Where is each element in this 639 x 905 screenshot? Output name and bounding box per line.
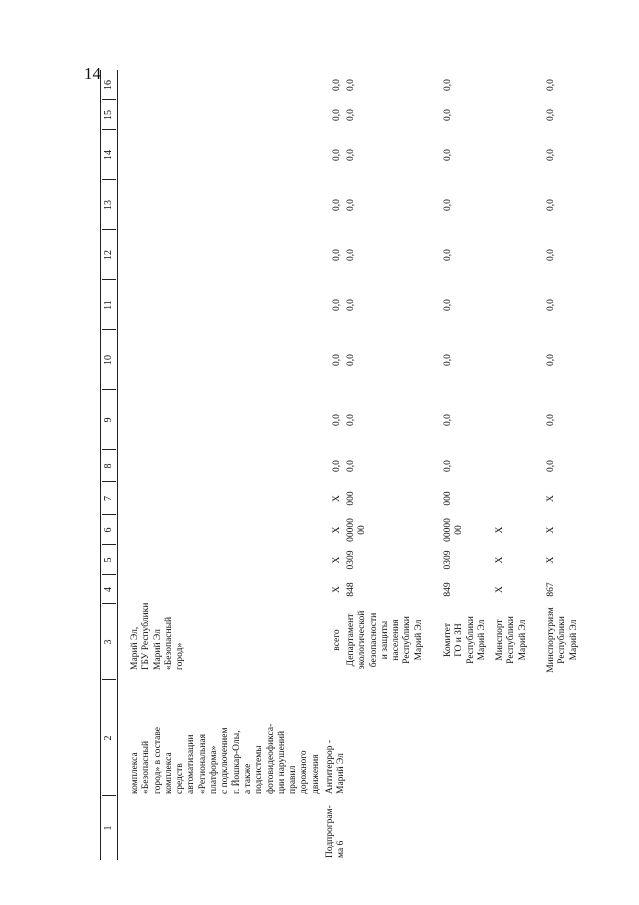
column-divider: [102, 179, 116, 180]
cell-value-col-11: 0,0: [332, 299, 342, 311]
cell-value-col-9: 0,0: [332, 414, 342, 426]
cell-rzpr: X: [546, 556, 556, 564]
column-header-11: 11: [103, 300, 114, 310]
column-header-5: 5: [103, 557, 114, 563]
cell-value-col-14: 0,0: [443, 149, 453, 161]
cell-vr: 000: [346, 491, 356, 506]
cell-value-col-16: 0,0: [346, 79, 356, 91]
cell-value-col-14: 0,0: [332, 149, 342, 161]
column-divider: [102, 389, 116, 390]
column-divider: [102, 544, 116, 545]
column-header-6: 6: [103, 527, 114, 533]
subprogram-label: Подпрограм- ма 6: [325, 805, 347, 858]
cell-rzpr: X: [332, 556, 342, 564]
page-number: 14: [84, 64, 101, 83]
cell-value-col-8: 0,0: [443, 460, 453, 472]
cell-rzpr: 0309: [346, 550, 356, 570]
column-header-2: 2: [103, 735, 114, 741]
measure-description: комплекса «Безопасный город» в составе комплекса средств автоматизации «Региональная платформа» с подключением г. Йошкар-Олы, а также подсистемы фотовидеофикса- ции нарушений правил дорожного движения: [130, 723, 321, 794]
cell-vr: X: [546, 495, 556, 502]
column-header-15: 15: [103, 110, 114, 120]
column-header-8: 8: [103, 463, 114, 469]
row-organization: Комитет ГО и ЗН Республики Марий Эл: [443, 616, 487, 664]
column-header-10: 10: [103, 355, 114, 365]
cell-value-col-8: 0,0: [546, 460, 556, 472]
column-divider: [102, 603, 116, 604]
cell-csr: 00000 00: [443, 518, 464, 542]
cell-csr: X: [332, 526, 342, 534]
cell-value-col-12: 0,0: [546, 249, 556, 261]
column-divider: [102, 99, 116, 100]
column-header-3: 3: [103, 639, 114, 645]
cell-value-col-8: 0,0: [332, 460, 342, 472]
row-organization: Департамент экологической безопасности и защиты населения Республики Марий Эл: [346, 610, 424, 670]
cell-csr: X: [546, 526, 556, 534]
cell-value-col-14: 0,0: [546, 149, 556, 161]
row-organization: всего: [332, 629, 342, 651]
cell-value-col-9: 0,0: [546, 414, 556, 426]
cell-value-col-13: 0,0: [443, 199, 453, 211]
cell-value-col-12: 0,0: [346, 249, 356, 261]
rotated-table: [100, 70, 620, 860]
cell-value-col-10: 0,0: [443, 354, 453, 366]
cell-value-col-15: 0,0: [546, 109, 556, 121]
cell-grbs: X: [332, 586, 342, 593]
cell-value-col-16: 0,0: [443, 79, 453, 91]
cell-value-col-10: 0,0: [346, 354, 356, 366]
cell-rzpr: X: [495, 556, 505, 564]
cell-value-col-12: 0,0: [443, 249, 453, 261]
column-divider: [102, 229, 116, 230]
column-header-4: 4: [103, 587, 114, 592]
cell-value-col-15: 0,0: [346, 109, 356, 121]
cell-value-col-15: 0,0: [443, 109, 453, 121]
row-organization: Минспортуризм Республики Марий Эл: [546, 607, 579, 673]
column-divider: [102, 329, 116, 330]
cell-value-col-8: 0,0: [346, 460, 356, 472]
cell-vr: X: [332, 495, 342, 502]
column-header-14: 14: [103, 150, 114, 160]
cell-value-col-11: 0,0: [546, 299, 556, 311]
cell-value-col-13: 0,0: [546, 199, 556, 211]
cell-value-col-15: 0,0: [332, 109, 342, 121]
cell-grbs: 848: [346, 582, 356, 597]
measure-executor: Марий Эл, ГБУ Республики Марий Эл «Безопасный город»: [130, 602, 186, 670]
cell-value-col-10: 0,0: [332, 354, 342, 366]
cell-vr: 000: [443, 491, 453, 506]
cell-value-col-13: 0,0: [346, 199, 356, 211]
cell-csr: X: [495, 526, 505, 534]
cell-value-col-12: 0,0: [332, 249, 342, 261]
column-divider: [102, 514, 116, 515]
column-divider: [102, 481, 116, 482]
cell-grbs: 867: [546, 582, 556, 597]
cell-value-col-16: 0,0: [332, 79, 342, 91]
cell-value-col-9: 0,0: [443, 414, 453, 426]
cell-value-col-9: 0,0: [346, 414, 356, 426]
column-divider: [102, 279, 116, 280]
cell-rzpr: 0309: [443, 550, 453, 570]
cell-csr: 00000 00: [346, 518, 367, 542]
column-header-16: 16: [103, 80, 114, 90]
cell-value-col-16: 0,0: [546, 79, 556, 91]
column-divider: [102, 679, 116, 680]
column-divider: [102, 574, 116, 575]
cell-grbs: X: [495, 586, 505, 593]
column-divider: [102, 129, 116, 130]
cell-grbs: 849: [443, 582, 453, 597]
column-header-7: 7: [103, 496, 114, 501]
row-organization: Минспорт Республики Марий Эл: [495, 616, 528, 664]
column-header-1: 1: [103, 825, 114, 831]
cell-value-col-11: 0,0: [443, 299, 453, 311]
cell-value-col-11: 0,0: [346, 299, 356, 311]
column-header-13: 13: [103, 200, 114, 210]
cell-value-col-13: 0,0: [332, 199, 342, 211]
cell-value-col-14: 0,0: [346, 149, 356, 161]
column-divider: [102, 795, 116, 796]
column-header-9: 9: [103, 417, 114, 423]
header-bottom-rule: [117, 70, 118, 860]
header-top-rule: [100, 70, 101, 860]
column-header-12: 12: [103, 250, 114, 260]
column-divider: [102, 449, 116, 450]
subprogram-name: Антитеррор - Марий Эл: [325, 739, 347, 794]
cell-value-col-10: 0,0: [546, 354, 556, 366]
